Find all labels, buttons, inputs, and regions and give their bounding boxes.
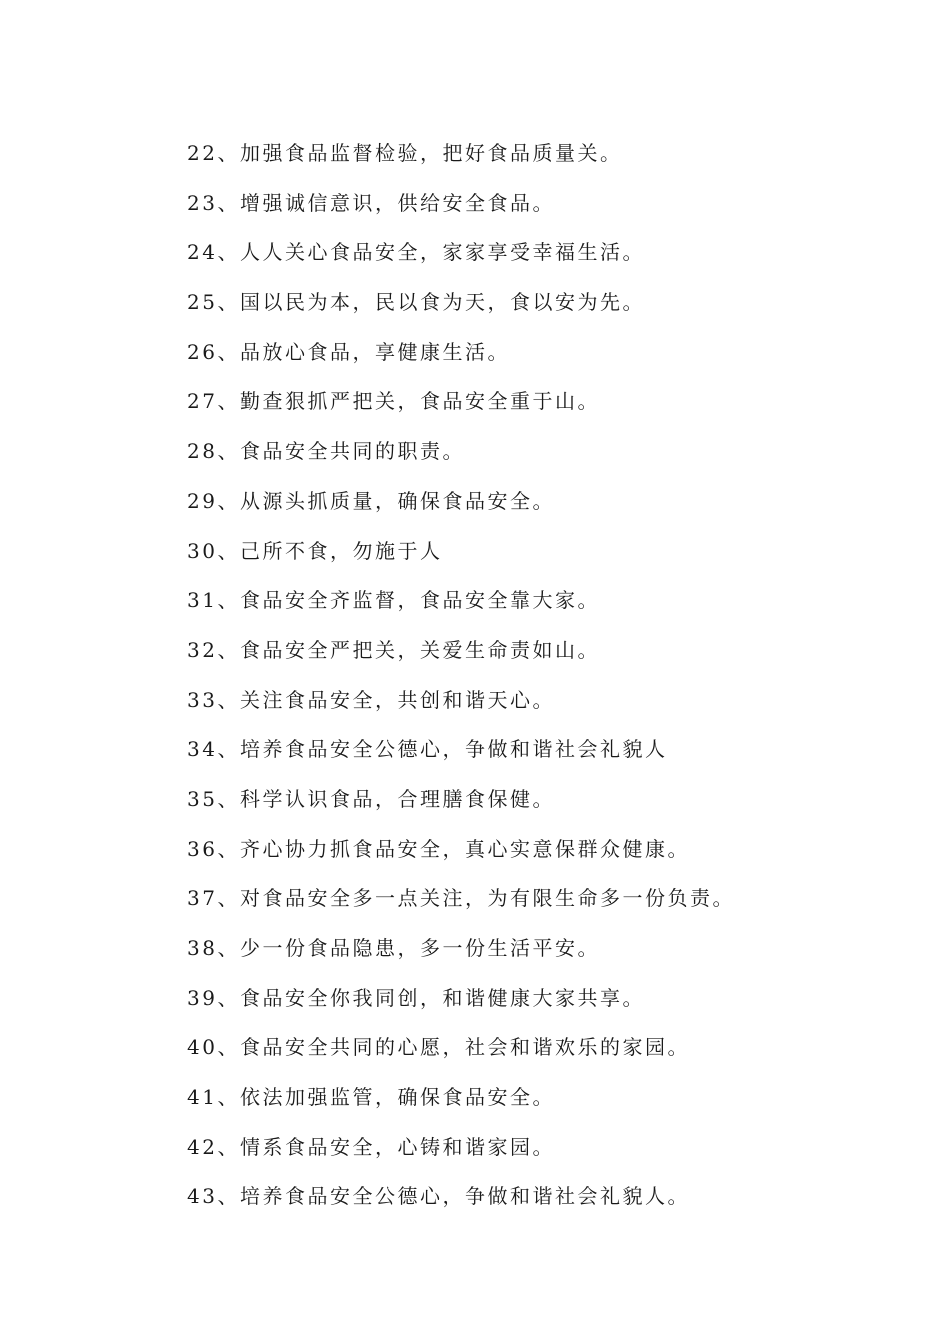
slogan-item: 36、齐心协力抓食品安全，真心实意保群众健康。 [187,836,690,861]
slogan-item: 33、关注食品安全，共创和谐天心。 [187,687,555,712]
slogan-item: 35、科学认识食品，合理膳食保健。 [187,786,555,811]
slogan-item: 42、情系食品安全，心铸和谐家园。 [187,1134,555,1159]
slogan-item: 23、增强诚信意识，供给安全食品。 [187,190,555,215]
slogan-item: 22、加强食品监督检验，把好食品质量关。 [187,141,623,165]
slogan-item: 24、人人关心食品安全，家家享受幸福生活。 [187,240,645,265]
slogan-item: 27、勤查狠抓严把关，食品安全重于山。 [187,389,600,414]
slogan-item: 34、培养食品安全公德心，争做和谐社会礼貌人 [187,737,668,762]
slogan-item: 38、少一份食品隐患，多一份生活平安。 [187,936,600,960]
slogan-item: 39、食品安全你我同创，和谐健康大家共享。 [187,985,645,1010]
slogan-item: 43、培养食品安全公德心，争做和谐社会礼貌人。 [187,1184,690,1209]
slogan-item: 29、从源头抓质量，确保食品安全。 [187,488,555,513]
slogan-item: 31、食品安全齐监督，食品安全靠大家。 [187,588,600,613]
slogan-item: 41、依法加强监管，确保食品安全。 [187,1085,555,1110]
slogan-item: 32、食品安全严把关，关爱生命责如山。 [187,637,600,662]
slogan-item: 40、食品安全共同的心愿，社会和谐欢乐的家园。 [187,1035,690,1060]
slogan-item: 28、食品安全共同的职责。 [187,439,465,464]
slogan-list [187,135,735,1228]
slogan-item: 25、国以民为本，民以食为天，食以安为先。 [187,290,645,315]
slogan-item: 30、己所不食，勿施于人 [187,538,443,563]
slogan-item: 26、品放心食品，享健康生活。 [187,339,510,364]
slogan-item: 37、对食品安全多一点关注，为有限生命多一份负责。 [187,886,735,911]
